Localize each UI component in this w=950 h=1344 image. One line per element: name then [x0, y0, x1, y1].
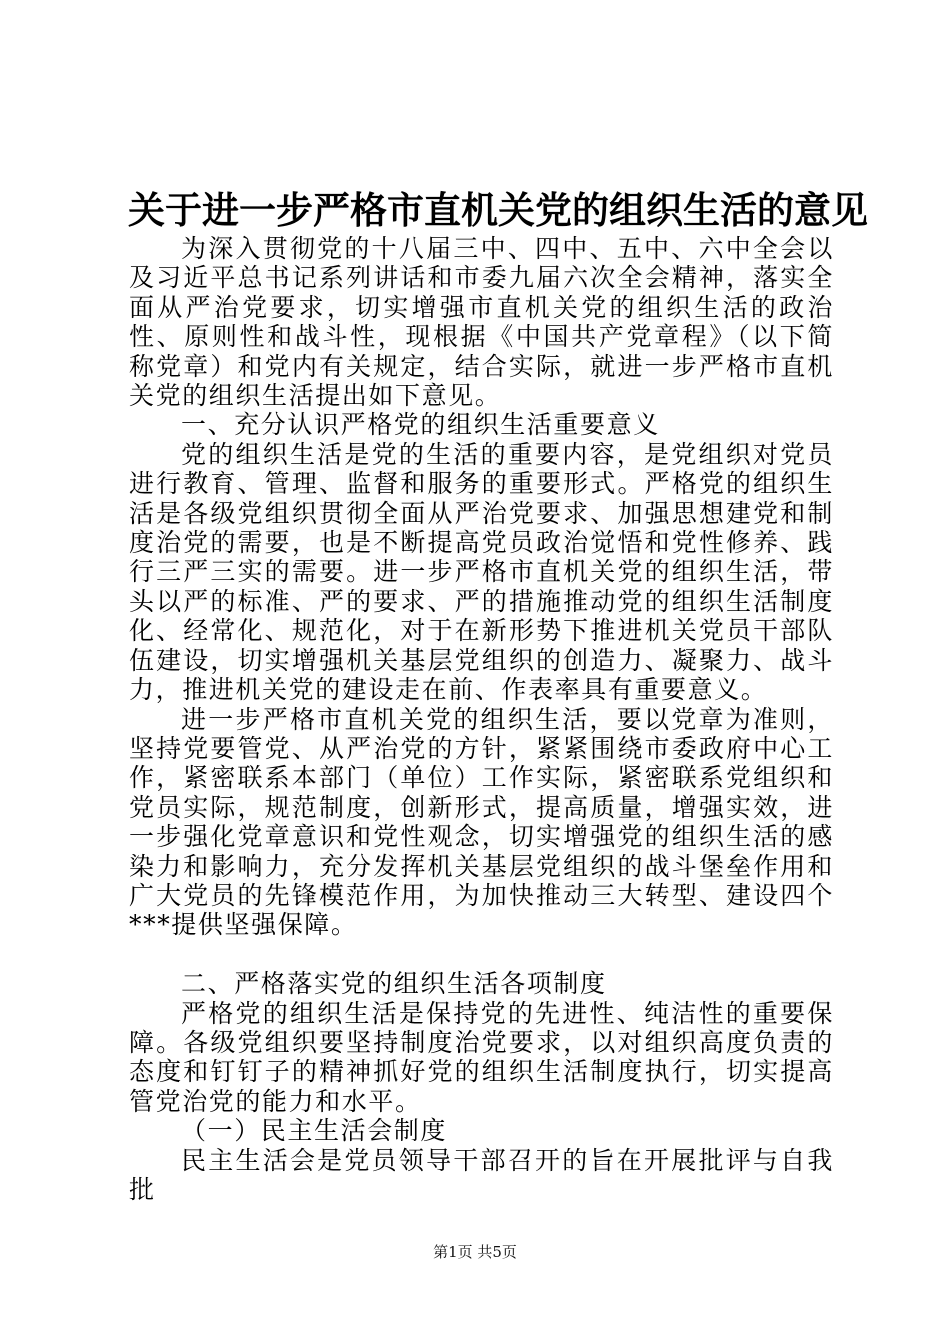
- page-footer: 第1页 共5页: [433, 1243, 517, 1261]
- document-body: [129, 234, 834, 1204]
- section-1-heading: 一、充分认识严格党的组织生活重要意义: [181, 410, 660, 440]
- section-2-heading: 二、严格落实党的组织生活各项制度: [181, 969, 607, 999]
- section-2-paragraph-1: 严格党的组织生活是保持党的先进性、纯洁性的重要保障。各级党组织要坚持制度治党要求，以对组织高度负责的态度和钉钉子的精神抓好党的组织生活制度执行，切实提高管党治党的能力和水平。: [129, 998, 834, 1116]
- intro-paragraph: 为深入贯彻党的十八届三中、四中、五中、六中全会以及习近平总书记系列讲话和市委九届六次全会精神，落实全面从严治党要求，切实增强市直机关党的组织生活的政治性、原则性和战斗性，现根据《中国共产党章程》（以下简称党章）和党内有关规定，结合实际，就进一步严格市直机关党的组织生活提出如下意见。: [129, 234, 834, 411]
- section-1-paragraph-1: 党的组织生活是党的生活的重要内容，是党组织对党员进行教育、管理、监督和服务的重要形式。严格党的组织生活是各级党组织贯彻全面从严治党要求、加强思想建党和制度治党的需要，也是不断提高党员政治觉悟和党性修养、践行三严三实的需要。进一步严格市直机关党的组织生活，带头以严的标准、严的要求、严的措施推动党的组织生活制度化、经常化、规范化，对于在新形势下推进机关党员干部队伍建设，切实增强机关基层党组织的创造力、凝聚力、战斗力，推进机关党的建设走在前、作表率具有重要意义。: [129, 439, 834, 705]
- subsection-1-paragraph-1: 民主生活会是党员领导干部召开的旨在开展批评与自我批: [129, 1145, 834, 1204]
- subsection-1-heading: （一）民主生活会制度: [181, 1116, 448, 1146]
- document-title: 关于进一步严格市直机关党的组织生活的意见: [128, 188, 868, 232]
- paragraph-gap: [129, 940, 834, 969]
- section-1-paragraph-2: 进一步严格市直机关党的组织生活，要以党章为准则，坚持党要管党、从严治党的方针，紧紧围绕市委政府中心工作，紧密联系本部门（单位）工作实际，紧密联系党组织和党员实际，规范制度，创新形式，提高质量，增强实效，进一步强化党章意识和党性观念，切实增强党的组织生活的感染力和影响力，充分发挥机关基层党组织的战斗堡垒作用和广大党员的先锋模范作用，为加快推动三大转型、建设四个***提供坚强保障。: [129, 704, 834, 940]
